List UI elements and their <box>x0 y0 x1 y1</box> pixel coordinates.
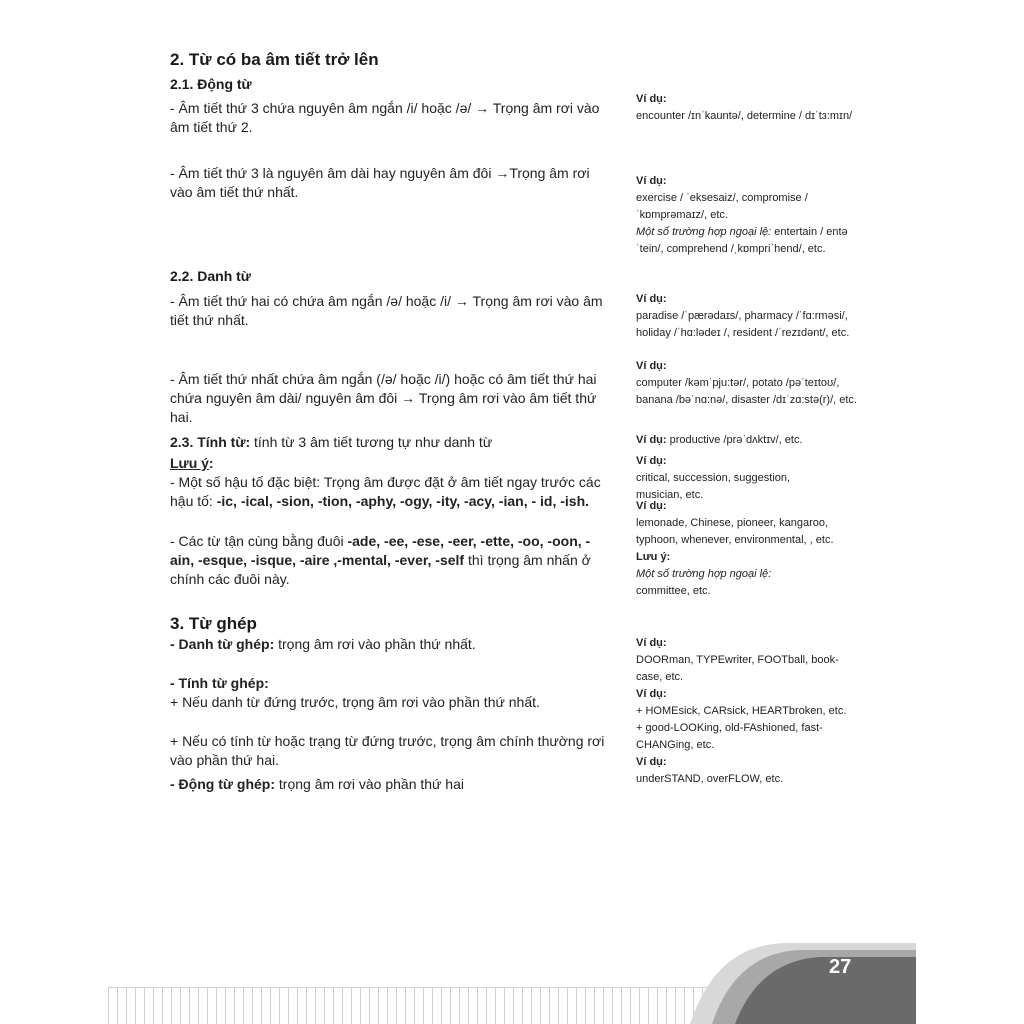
verb-rule-1: - Âm tiết thứ 3 chứa nguyên âm ngắn /i/ hoặc /ə/ → Trọng âm rơi vào âm tiết thứ 2. <box>170 100 600 135</box>
section-3-heading: 3. Từ ghép <box>170 614 257 633</box>
compound-adjective-rule-2: + Nếu có tính từ hoặc trạng từ đứng trước, trọng âm chính thường rơi vào phần thứ hai. <box>170 733 605 768</box>
compound-verb-rule <box>170 775 610 794</box>
example-text: computer /kəmˈpju:tər/, potato /pəˈteɪtoʊ/, banana /bəˈnɑ:nə/, disaster /dɪˈzɑ:stə(r)/, etc. <box>636 377 857 406</box>
verb-rule-2: - Âm tiết thứ 3 là nguyên âm dài hay nguyên âm đôi →Trọng âm rơi vào âm tiết thứ nhất. <box>170 165 590 200</box>
note-suffix-rule-2 <box>170 532 610 589</box>
page-number: 27 <box>829 956 852 978</box>
noun-rule-1: - Âm tiết thứ hai có chứa âm ngắn /ə/ hoặc /i/ → Trọng âm rơi vào âm tiết thứ nhất. <box>170 293 603 328</box>
note-suffix-list-2: -ade, -ee, -ese, -eer, -ette, -oo, -oon, -ain, -esque, -isque, -aire ,-mental, -ever, -self <box>170 533 591 568</box>
example-label: Ví dụ: <box>636 500 667 512</box>
example-label: Ví dụ: <box>636 175 667 187</box>
adjective-rule-text: tính từ 3 âm tiết tương tự như danh từ <box>250 434 493 450</box>
compound-noun-text: trọng âm rơi vào phần thứ nhất. <box>274 636 476 652</box>
subsection-2-3-heading: 2.3. Tính từ: <box>170 434 251 450</box>
compound-adjective-label: - Tính từ ghép: <box>170 675 269 691</box>
exception-label: Một số trường hợp ngoại lệ: <box>636 226 772 238</box>
example-label: Ví dụ: <box>636 293 667 305</box>
compound-verb-text: trọng âm rơi vào phần thứ hai <box>275 776 464 792</box>
note-suffix-rule-1-text: - Một số hậu tố đặc biệt: Trọng âm được đặt ở âm tiết ngay trước các hậu tố: <box>170 474 601 509</box>
note-colon: : <box>208 455 214 471</box>
example-label: Ví dụ: <box>636 434 667 446</box>
example-label: Ví dụ: <box>636 93 667 105</box>
example-text: exercise / ˈeksesaiz/, compromise / ˈkɒmprəmaɪz/, etc. <box>636 192 808 221</box>
example-text: encounter /ɪnˈkauntə/, determine / dɪˈtɜ:mɪn/ <box>636 110 853 122</box>
compound-noun-label: - Danh từ ghép: <box>170 636 275 652</box>
footer-stripes <box>108 988 708 1024</box>
example-label: Ví dụ: <box>636 756 667 768</box>
example-text: critical, succession, suggestion, musician, etc. <box>636 472 791 501</box>
example-text: DOORman, TYPEwriter, FOOTball, book-case, etc. <box>636 654 839 683</box>
page-number-tab <box>690 940 916 1024</box>
example-text: underSTAND, overFLOW, etc. <box>636 773 784 785</box>
example-label: Ví dụ: <box>636 688 667 700</box>
example-block-3 <box>636 291 861 342</box>
example-text: paradise /ˈpærədaɪs/, pharmacy /ˈfɑ:rməsi/, holiday /ˈhɑ:lədeɪ /, resident /ˈrezɪdənt/, etc. <box>636 310 850 339</box>
example-label: Ví dụ: <box>636 455 667 467</box>
noun-rule-2: - Âm tiết thứ nhất chứa âm ngắn (/ə/ hoặc /i/) hoặc có âm tiết thứ hai chứa nguyên âm dài/ nguyên âm đôi → Trọng âm rơi vào âm tiết thứ hai. <box>170 371 597 425</box>
example-label: Ví dụ: <box>636 360 667 372</box>
section-2-heading: 2. Từ có ba âm tiết trở lên <box>170 50 379 69</box>
example-block-2 <box>636 173 861 258</box>
compound-adjective-rule-1: + Nếu danh từ đứng trước, trọng âm rơi vào phần thứ nhất. <box>170 694 540 710</box>
note-suffix-rule-2-text-a: - Các từ tận cùng bằng đuôi <box>170 533 348 549</box>
example-text: + HOMEsick, CARsick, HEARTbroken, etc. <box>636 705 847 717</box>
note-suffix-list-1: -ic, -ical, -sion, -tion, -aphy, -ogy, -ity, -acy, -ian, - id, -ish. <box>216 493 590 509</box>
exception-words: entertain / entəˈtein/, comprehend /ˌkɒmpriˈhend/, etc. <box>636 226 848 255</box>
compound-verb-label: - Động từ ghép: <box>170 776 275 792</box>
note-label: Lưu ý <box>170 455 209 471</box>
note-heading <box>170 454 214 473</box>
example-text: lemonade, Chinese, pioneer, kangaroo, typhoon, whenever, environmental, , etc. <box>636 517 834 546</box>
example-block-5 <box>636 432 861 449</box>
subsection-2-1-heading: 2.1. Động từ <box>170 76 252 92</box>
exception-words: committee, etc. <box>636 585 711 597</box>
example-text: + good-LOOKing, old-FAshioned, fast-CHANGing, etc. <box>636 722 823 751</box>
example-block-1 <box>636 91 861 125</box>
note-suffix-rule-1 <box>170 473 615 511</box>
adjective-rule <box>170 433 610 452</box>
example-text: productive /prəˈdʌktɪv/, etc. <box>666 434 803 446</box>
compound-noun-rule <box>170 635 610 654</box>
example-label: Ví dụ: <box>636 637 667 649</box>
example-block-4 <box>636 358 861 409</box>
note-suffix-rule-2-text-b: thì trọng âm nhấn ở chính các đuôi này. <box>170 552 591 587</box>
exception-text <box>636 224 861 258</box>
example-block-6 <box>636 453 836 504</box>
example-block-8 <box>636 635 861 788</box>
example-block-7 <box>636 498 861 600</box>
note-label-right: Lưu ý: <box>636 551 671 563</box>
subsection-2-2-heading: 2.2. Danh từ <box>170 268 251 284</box>
exception-label: Một số trường hợp ngoại lệ: <box>636 568 772 580</box>
